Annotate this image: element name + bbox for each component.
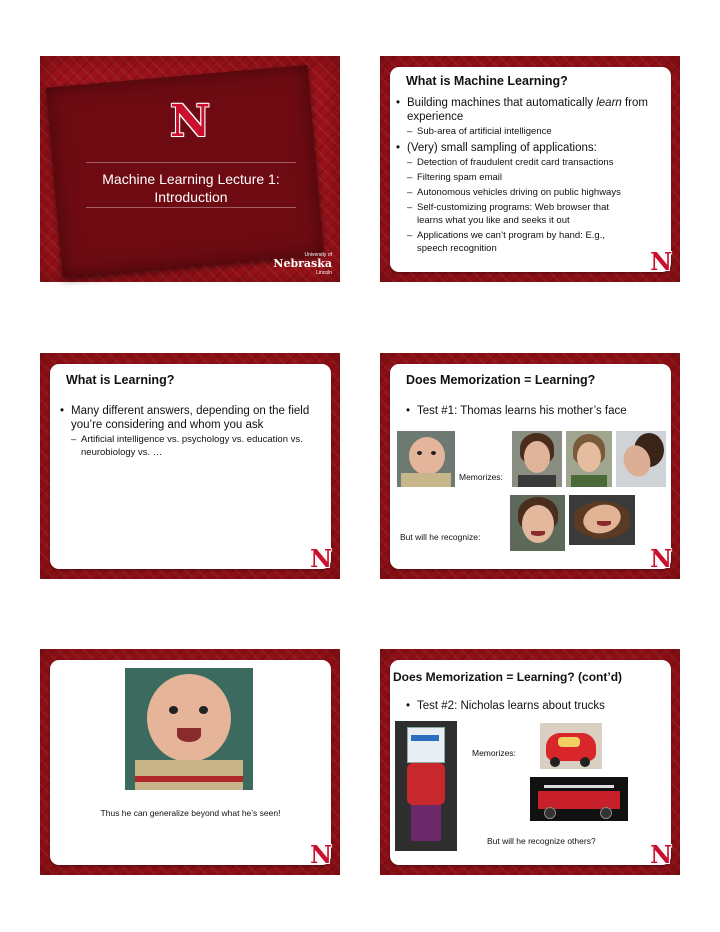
- baby-smiling-photo: [125, 668, 253, 790]
- bullet-item: • Test #1: Thomas learns his mother’s face: [406, 404, 666, 418]
- content-panel: [390, 660, 672, 869]
- sub-item: – Artificial intelligence vs. psychology vs. education vs. neurobiology vs. …: [71, 433, 310, 459]
- sub-item: – Autonomous vehicles driving on public highways: [407, 186, 664, 199]
- memorizes-label: Memorizes:: [459, 472, 503, 482]
- baby-thomas-photo: [397, 431, 455, 487]
- slide-memorization-test2: [380, 649, 680, 875]
- bullet-item: • (Very) small sampling of applications: – Detection of fraudulent credit card transactions – Filtering spam email – Autonomous vehicles driving on public highways – Self-customizing programs: Web browser that learns what you like and seeks it out – Applications we can’t program by hand: E.g., speech recognition: [396, 141, 664, 255]
- fire-truck-photo: [530, 777, 628, 821]
- mother-photo-2: [566, 431, 612, 487]
- content-panel: [50, 660, 332, 869]
- content-panel: [390, 67, 672, 276]
- bullet-item: • Building machines that automatically learn from experience – Sub-area of artificial intelligence: [396, 96, 664, 138]
- content-panel: [390, 364, 672, 573]
- lecture-title: [80, 170, 302, 206]
- sub-item: – Applications we can’t program by hand: E.g., speech recognition: [407, 229, 664, 255]
- slide-heading: What is Machine Learning?: [406, 74, 568, 88]
- title-rule-bottom: [86, 207, 296, 208]
- nebraska-n-logo-icon: N: [170, 96, 211, 147]
- bullet-list: [406, 699, 666, 715]
- wordmark-top: University of: [304, 252, 332, 258]
- sub-list: [407, 125, 664, 138]
- red-toy-car-photo: [540, 723, 602, 769]
- wordmark-main: Nebraska: [273, 257, 332, 270]
- mother-test-photo-2: [569, 495, 635, 545]
- sub-list: [71, 433, 310, 459]
- slide-title: [40, 56, 340, 282]
- title-rule-top: [86, 162, 296, 163]
- bullet-list: [60, 404, 310, 462]
- slide-memorization-test1: [380, 353, 680, 579]
- mother-test-photo-1: [510, 495, 565, 551]
- mother-photo-3: [616, 431, 666, 487]
- slide-what-is-ml: [380, 56, 680, 282]
- wordmark-sub: Lincoln: [316, 270, 332, 276]
- lecture-title-line2: Introduction: [154, 189, 228, 205]
- slide-heading: What is Learning?: [66, 373, 175, 387]
- slide-heading: Does Memorization = Learning?: [406, 373, 596, 387]
- content-panel: [50, 364, 332, 573]
- recognize-label: But will he recognize:: [400, 532, 481, 542]
- bullet-list: [406, 404, 666, 420]
- bullet-list: [396, 96, 664, 258]
- sub-item: – Detection of fraudulent credit card transactions: [407, 156, 664, 169]
- bullet-item: • Many different answers, depending on the field you’re considering and whom you ask – Artificial intelligence vs. psychology vs. education vs. neurobiology vs. …: [60, 404, 310, 459]
- nebraska-n-logo-icon: N: [650, 840, 672, 869]
- bullet-item: • Test #2: Nicholas learns about trucks: [406, 699, 666, 713]
- sub-item: – Sub-area of artificial intelligence: [407, 125, 664, 138]
- mother-photo-1: [512, 431, 562, 487]
- sub-item: – Filtering spam email: [407, 171, 664, 184]
- slide-generalize: [40, 649, 340, 875]
- nebraska-n-logo-icon: N: [310, 544, 332, 573]
- sub-list: [407, 156, 664, 255]
- slide-heading: Does Memorization = Learning? (cont’d): [393, 670, 623, 684]
- generalize-caption: Thus he can generalize beyond what he’s seen!: [100, 808, 281, 818]
- recognize-others-label: But will he recognize others?: [487, 836, 596, 846]
- nicholas-with-box-photo: [395, 721, 457, 851]
- slide-what-is-learning: [40, 353, 340, 579]
- memorizes-label: Memorizes:: [472, 748, 516, 758]
- sub-item: – Self-customizing programs: Web browser that learns what you like and seeks it out: [407, 201, 664, 227]
- lecture-title-line1: Machine Learning Lecture 1:: [102, 171, 280, 187]
- nebraska-n-logo-icon: N: [650, 544, 672, 573]
- nebraska-wordmark: [273, 252, 332, 276]
- nebraska-n-logo-icon: N: [310, 840, 332, 869]
- nebraska-n-logo-icon: N: [650, 247, 672, 276]
